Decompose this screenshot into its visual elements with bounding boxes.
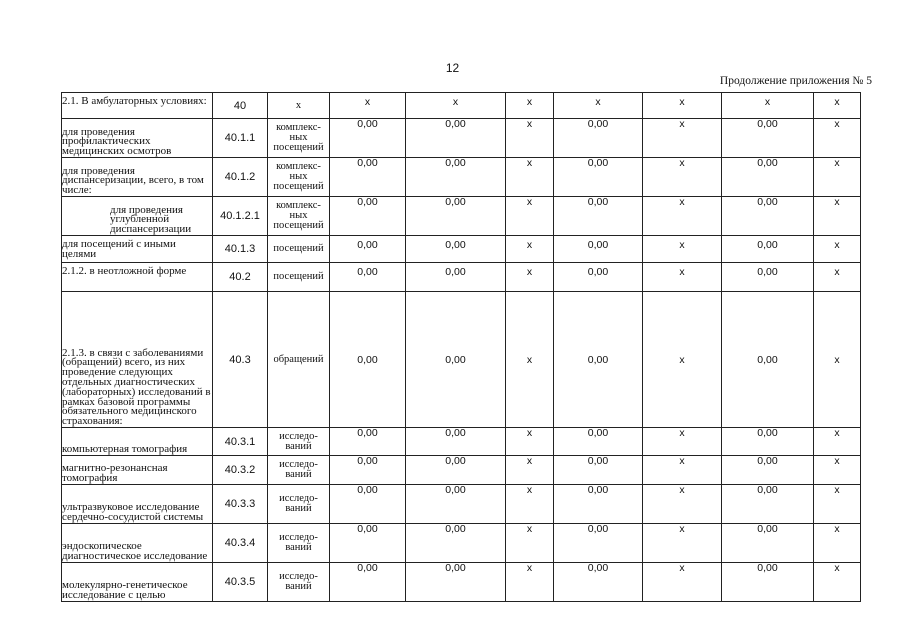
table-row [62,524,861,563]
row-unit: комплекс-ных посещений [268,197,330,236]
value-cell: х [643,485,722,524]
row-name: ультразвуковое исследование сердечно-сосудистой системы [62,485,213,524]
value-cell: х [506,263,554,292]
appendix-continuation-label: Продолжение приложения № 5 [719,75,872,87]
table-row [62,563,861,602]
value-cell: 0,00 [330,428,406,456]
row-unit: посещений [268,236,330,263]
value-cell: х [506,428,554,456]
value-cell: 0,00 [722,292,814,428]
value-cell: 0,00 [554,197,643,236]
value-cell: х [814,563,861,602]
table-row [62,236,861,263]
value-cell: х [814,93,861,119]
value-cell: 0,00 [330,263,406,292]
value-cell: 0,00 [722,119,814,158]
value-cell: х [643,197,722,236]
row-code: 40.1.1 [213,119,268,158]
value-cell: 0,00 [406,485,506,524]
value-cell: 0,00 [722,563,814,602]
row-unit: посещений [268,263,330,292]
value-cell: х [643,456,722,485]
value-cell: х [643,263,722,292]
value-cell: х [330,93,406,119]
table-row [62,263,861,292]
table-row [62,292,861,428]
value-cell: 0,00 [406,263,506,292]
table-row [62,428,861,456]
value-cell: 0,00 [722,263,814,292]
value-cell: 0,00 [554,236,643,263]
value-cell: х [506,292,554,428]
value-cell: 0,00 [330,292,406,428]
row-name: для проведения диспансеризации, всего, в том числе: [62,158,213,197]
row-unit: исследо-ваний [268,524,330,563]
value-cell: 0,00 [406,428,506,456]
table-row [62,158,861,197]
value-cell: х [814,428,861,456]
row-name: магнитно-резонансная томография [62,456,213,485]
value-cell: х [643,119,722,158]
value-cell: х [814,456,861,485]
value-cell: 0,00 [722,236,814,263]
row-unit: х [268,93,330,119]
data-table [61,92,861,602]
value-cell: 0,00 [722,524,814,563]
value-cell: 0,00 [554,428,643,456]
row-code: 40.1.2 [213,158,268,197]
value-cell: х [643,428,722,456]
value-cell: 0,00 [406,236,506,263]
table-row [62,119,861,158]
row-code: 40 [213,93,268,119]
value-cell: 0,00 [330,236,406,263]
row-code: 40.1.2.1 [213,197,268,236]
value-cell: х [643,158,722,197]
value-cell: х [506,119,554,158]
table-row [62,485,861,524]
row-code: 40.3.2 [213,456,268,485]
row-name: для посещений с иными целями [62,236,213,263]
value-cell: 0,00 [330,524,406,563]
value-cell: х [643,236,722,263]
value-cell: 0,00 [330,563,406,602]
value-cell: 0,00 [554,485,643,524]
value-cell: х [506,456,554,485]
value-cell: 0,00 [330,456,406,485]
value-cell: х [643,524,722,563]
value-cell: 0,00 [554,456,643,485]
value-cell: 0,00 [722,428,814,456]
row-code: 40.3.3 [213,485,268,524]
value-cell: 0,00 [554,524,643,563]
row-name: для проведения углубленной диспансеризации [62,197,213,236]
row-name: 2.1. В амбулаторных условиях: [62,93,213,119]
value-cell: х [506,236,554,263]
value-cell: 0,00 [330,197,406,236]
value-cell: х [406,93,506,119]
value-cell: х [814,485,861,524]
row-name: для проведения профилактических медицинских осмотров [62,119,213,158]
table-row [62,197,861,236]
value-cell: 0,00 [554,292,643,428]
value-cell: х [643,93,722,119]
value-cell: 0,00 [554,563,643,602]
value-cell: 0,00 [330,158,406,197]
value-cell: х [506,158,554,197]
value-cell: 0,00 [554,119,643,158]
value-cell: 0,00 [554,158,643,197]
value-cell: 0,00 [406,292,506,428]
value-cell: 0,00 [330,119,406,158]
row-unit: исследо-ваний [268,428,330,456]
row-unit: исследо-ваний [268,563,330,602]
value-cell: 0,00 [406,563,506,602]
value-cell: 0,00 [406,119,506,158]
row-code: 40.3.1 [213,428,268,456]
value-cell: 0,00 [554,263,643,292]
value-cell: х [814,119,861,158]
value-cell: х [506,524,554,563]
page-number: 12 [445,61,460,75]
row-unit: исследо-ваний [268,485,330,524]
value-cell: х [814,524,861,563]
row-code: 40.1.3 [213,236,268,263]
row-name: 2.1.3. в связи с заболеваниями (обращений) всего, из них проведение следующих отдельных диагностических (лабораторных) исследований в рамках базовой программы обязательного медицинского страхования: [62,292,213,428]
row-unit: комплекс-ных посещений [268,158,330,197]
table-row [62,93,861,119]
value-cell: 0,00 [722,485,814,524]
value-cell: х [814,263,861,292]
row-code: 40.2 [213,263,268,292]
value-cell: 0,00 [406,158,506,197]
table-row [62,456,861,485]
value-cell: х [814,292,861,428]
value-cell: х [506,93,554,119]
value-cell: 0,00 [406,524,506,563]
row-name: 2.1.2. в неотложной форме [62,263,213,292]
row-code: 40.3.4 [213,524,268,563]
row-unit: комплекс-ных посещений [268,119,330,158]
value-cell: 0,00 [722,158,814,197]
value-cell: х [814,197,861,236]
row-code: 40.3 [213,292,268,428]
row-name: компьютерная томография [62,428,213,456]
value-cell: х [814,158,861,197]
value-cell: х [643,563,722,602]
row-unit: обращений [268,292,330,428]
value-cell: х [643,292,722,428]
value-cell: х [506,563,554,602]
value-cell: 0,00 [406,197,506,236]
row-name: эндоскопическое диагностическое исследование [62,524,213,563]
value-cell: 0,00 [330,485,406,524]
row-name: молекулярно-генетическое исследование с целью [62,563,213,602]
value-cell: х [506,197,554,236]
row-unit: исследо-ваний [268,456,330,485]
value-cell: х [554,93,643,119]
value-cell: х [506,485,554,524]
value-cell: 0,00 [722,197,814,236]
value-cell: 0,00 [406,456,506,485]
row-code: 40.3.5 [213,563,268,602]
value-cell: х [722,93,814,119]
value-cell: х [814,236,861,263]
value-cell: 0,00 [722,456,814,485]
